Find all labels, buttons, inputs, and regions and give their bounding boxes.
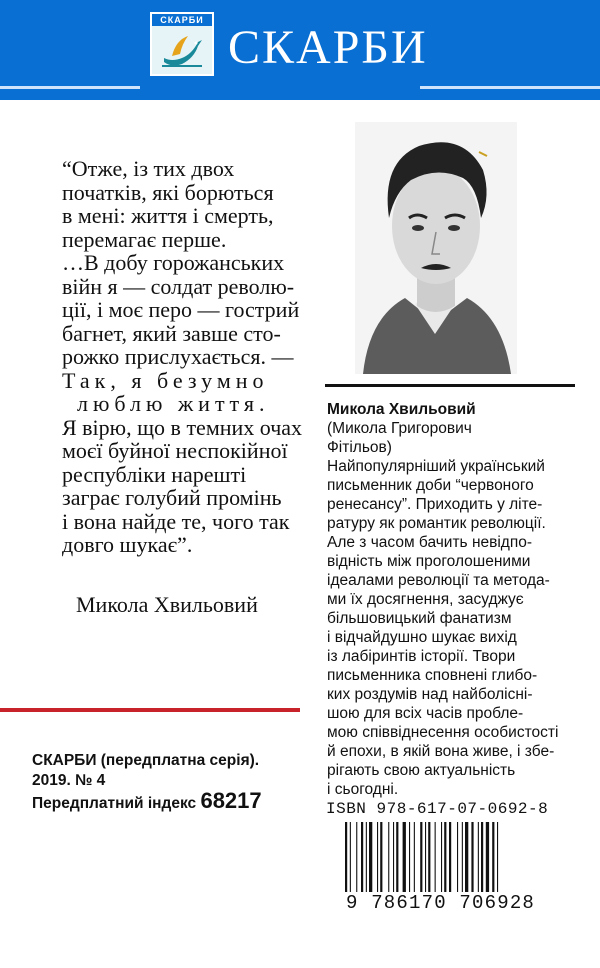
- subscription-index-label: Передплатний індекс: [32, 795, 197, 812]
- barcode-bar: [388, 822, 389, 892]
- epigraph-quote: [62, 157, 302, 557]
- header-stripe-right: [420, 86, 600, 89]
- barcode-bar: [393, 822, 394, 892]
- quote-line: і вона найде те, чого так: [62, 508, 290, 534]
- quote-line: заграє голубий промінь: [62, 485, 282, 510]
- header-banner: [0, 0, 600, 100]
- barcode-bar: [369, 822, 372, 892]
- bio-line: рігають свою актуальність: [327, 762, 516, 779]
- brand-title: СКАРБИ: [228, 21, 428, 74]
- bio-line: шою для всіх часів пробле-: [327, 705, 524, 722]
- quote-line: початків, які борються: [62, 179, 274, 205]
- barcode-bar: [396, 822, 398, 892]
- bird-icon: [158, 28, 206, 72]
- divider-black: [325, 384, 575, 387]
- quote-line: рожко прислухається. —: [62, 344, 294, 369]
- barcode-bar: [497, 822, 498, 892]
- author-name: Микола Хвильовий: [327, 401, 476, 418]
- barcode-bar: [449, 822, 451, 892]
- bio-line: й епохи, в якій вона живе, і збе-: [327, 743, 555, 760]
- barcode-bar: [481, 822, 483, 892]
- bio-line: і сьогодні.: [327, 781, 399, 798]
- barcode-bar: [377, 822, 378, 892]
- author-real-name: Фітільов): [327, 439, 392, 456]
- barcode-bar: [465, 822, 468, 892]
- publisher-logo: [150, 12, 214, 76]
- quote-line: довго шукає”.: [62, 532, 193, 557]
- bio-line: ми їх досягнення, засуджує: [327, 591, 524, 608]
- barcode-bar: [345, 822, 347, 892]
- bio-line: мою співвіднесення особистості: [327, 724, 559, 741]
- bio-line: ренесансу”. Приходить у літе-: [327, 496, 543, 513]
- barcode-bar: [403, 822, 406, 892]
- quote-line: республіки нарешті: [62, 461, 247, 487]
- subscription-index: [32, 788, 312, 814]
- barcode-bar: [486, 822, 489, 892]
- bio-line: більшовицький фанатизм: [327, 610, 512, 627]
- barcode-bar: [409, 822, 410, 892]
- quote-line: ції, і моє перо — гострий: [62, 297, 300, 322]
- barcode-digits: 9 786170 706928: [346, 892, 536, 914]
- barcode-bar: [425, 822, 426, 892]
- bio-line: Найпопулярніший український: [327, 458, 545, 475]
- bio-line: ідеалами революції та метода-: [327, 572, 550, 589]
- divider-red: [0, 708, 300, 712]
- header-stripe-left: [0, 86, 140, 89]
- quote-line: люблю життя.: [77, 391, 270, 416]
- isbn-label: ISBN 978-617-07-0692-8: [326, 800, 549, 818]
- series-line: СКАРБИ (передплатна серія).: [32, 752, 260, 769]
- barcode-bar: [457, 822, 458, 892]
- quote-line: війн я — солдат револю-: [62, 273, 295, 299]
- barcode-bar: [420, 822, 422, 892]
- bio-line: письменник доби “червоного: [327, 477, 534, 494]
- barcode-bar: [350, 822, 351, 892]
- series-issue: 2019. № 4: [32, 772, 106, 789]
- quote-line: моєї буйної неспокійної: [62, 438, 288, 463]
- bio-line: відність між проголошеними: [327, 553, 531, 570]
- bio-line: ких роздумів над найболісні-: [327, 686, 533, 703]
- barcode-bar: [478, 822, 479, 892]
- author-portrait: [355, 122, 517, 374]
- barcode-bar: [414, 822, 415, 892]
- author-bio: [327, 400, 577, 799]
- quote-line: Так, я безумно: [62, 367, 269, 393]
- quote-line: …В добу горожанських: [62, 250, 285, 275]
- bio-line: Але з часом бачить невідпо-: [327, 534, 533, 551]
- quote-line: в мені: життя і смерть,: [62, 203, 274, 228]
- barcode: [345, 822, 545, 892]
- quote-line: багнет, який завше сто-: [62, 320, 281, 346]
- barcode-bar: [462, 822, 463, 892]
- barcode-bar: [428, 822, 430, 892]
- quote-line: “Отже, із тих двох: [62, 156, 235, 181]
- barcode-bar: [471, 822, 473, 892]
- author-real-name: (Микола Григорович: [327, 420, 472, 437]
- quote-author: Микола Хвильовий: [76, 592, 258, 617]
- quote-line: перемагає перше.: [62, 226, 227, 252]
- series-info: [32, 751, 312, 814]
- bio-line: ратуру як романтик революції.: [327, 515, 546, 532]
- barcode-bar: [356, 822, 357, 892]
- bio-line: із лабіринтів історії. Твори: [327, 648, 516, 665]
- barcode-bar: [366, 822, 367, 892]
- barcode-bar: [380, 822, 382, 892]
- barcode-bar: [435, 822, 436, 892]
- quote-line: Я вірю, що в темних очах: [62, 414, 303, 440]
- subscription-index-value: 68217: [200, 788, 262, 813]
- barcode-bar: [492, 822, 494, 892]
- barcode-bar: [361, 822, 363, 892]
- barcode-bar: [441, 822, 442, 892]
- bio-line: письменника сповнені глибо-: [327, 667, 538, 684]
- bio-line: і відчайдушно шукає вихід: [327, 629, 517, 646]
- barcode-bar: [444, 822, 446, 892]
- logo-label: СКАРБИ: [152, 14, 212, 26]
